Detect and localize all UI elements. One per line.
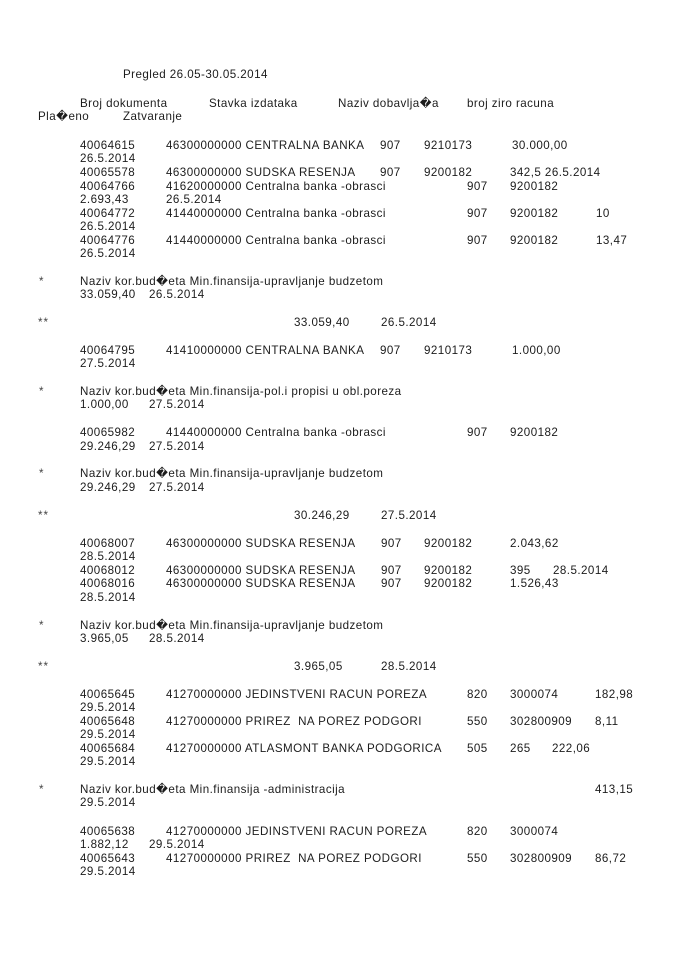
- report-line: [0, 852, 679, 866]
- subtotal-line: [0, 783, 679, 797]
- subtotal-marker: *: [39, 275, 45, 288]
- report-line: [0, 440, 679, 454]
- text-cell: Broj dokumenta: [80, 97, 168, 110]
- text-cell: 13,47: [596, 234, 628, 247]
- text-cell: Naziv kor.bud�eta Min.finansija-upravljanje budzetom: [80, 275, 384, 288]
- text-cell: 302800909: [510, 715, 573, 728]
- text-cell: 41270000000 ATLASMONT BANKA PODGORICA: [166, 742, 442, 755]
- text-cell: 86,72: [595, 852, 627, 865]
- subtotal-line: [0, 385, 679, 399]
- text-cell: 40065684: [80, 742, 136, 755]
- report-line: [0, 591, 679, 605]
- text-cell: 907: [380, 139, 401, 152]
- text-cell: 27.5.2014: [149, 440, 205, 453]
- report-line: [0, 288, 679, 302]
- text-cell: 2.043,62: [510, 537, 559, 550]
- text-cell: 27.5.2014: [149, 481, 205, 494]
- report-line: [0, 728, 679, 742]
- report-line: [0, 564, 679, 578]
- text-cell: 9200182: [424, 537, 473, 550]
- text-cell: 41410000000 CENTRALNA BANKA: [166, 344, 365, 357]
- text-cell: 505: [467, 742, 488, 755]
- text-cell: 40065578: [80, 166, 136, 179]
- text-cell: 907: [381, 564, 402, 577]
- text-cell: 26.5.2014: [166, 193, 222, 206]
- report-line: [0, 398, 679, 412]
- report-title: [0, 68, 679, 82]
- text-cell: Zatvaranje: [123, 110, 183, 123]
- text-cell: 46300000000 CENTRALNA BANKA: [166, 139, 365, 152]
- text-cell: 26.5.2014: [80, 152, 136, 165]
- text-cell: 820: [467, 688, 488, 701]
- text-cell: 28.5.2014: [381, 660, 437, 673]
- text-cell: 41440000000 Centralna banka -obrasci: [166, 234, 386, 247]
- text-cell: 40068016: [80, 577, 136, 590]
- text-cell: 9200182: [510, 426, 559, 439]
- text-cell: 30.246,29: [294, 509, 350, 522]
- text-cell: 3.965,05: [294, 660, 343, 673]
- report-line: [0, 207, 679, 221]
- text-cell: 9210173: [424, 344, 473, 357]
- daily-total-line: [0, 316, 679, 330]
- text-cell: 40064772: [80, 207, 136, 220]
- subtotal-marker: *: [39, 619, 45, 632]
- text-cell: 46300000000 SUDSKA RESENJA: [166, 564, 356, 577]
- report-line: [0, 550, 679, 564]
- report-line: [0, 357, 679, 371]
- text-cell: 33.059,40: [80, 288, 136, 301]
- text-cell: 41270000000 JEDINSTVENI RACUN POREZA: [166, 825, 428, 838]
- text-cell: 28.5.2014: [80, 591, 136, 604]
- report-line: [0, 247, 679, 261]
- report-line: [0, 166, 679, 180]
- text-cell: 29.5.2014: [80, 796, 136, 809]
- subtotal-marker: *: [39, 385, 45, 398]
- text-cell: 26.5.2014: [149, 288, 205, 301]
- report-line: [0, 193, 679, 207]
- text-cell: 29.5.2014: [80, 755, 136, 768]
- report-line: [0, 234, 679, 248]
- text-cell: 3000074: [510, 825, 559, 838]
- text-cell: 41440000000 Centralna banka -obrasci: [166, 207, 386, 220]
- text-cell: 28.5.2014: [149, 632, 205, 645]
- daily-total-line: [0, 509, 679, 523]
- text-cell: 9200182: [424, 564, 473, 577]
- text-cell: 46300000000 SUDSKA RESENJA: [166, 537, 356, 550]
- column-header-row: [0, 97, 679, 111]
- text-cell: Naziv kor.bud�eta Min.finansija -administracija: [80, 783, 346, 796]
- text-cell: 2.693,43: [80, 193, 129, 206]
- report-line: [0, 742, 679, 756]
- text-cell: 907: [467, 180, 488, 193]
- text-cell: 907: [467, 207, 488, 220]
- subtotal-line: [0, 467, 679, 481]
- report-line: [0, 537, 679, 551]
- text-cell: 40064795: [80, 344, 136, 357]
- text-cell: 265: [510, 742, 531, 755]
- text-cell: 9200182: [424, 166, 473, 179]
- subtotal-marker: **: [38, 509, 50, 522]
- text-cell: 40064766: [80, 180, 136, 193]
- text-cell: 907: [467, 426, 488, 439]
- text-cell: 1.882,12: [80, 838, 129, 851]
- text-cell: 550: [467, 715, 488, 728]
- text-cell: 40068012: [80, 564, 136, 577]
- text-cell: 40065643: [80, 852, 136, 865]
- text-cell: 907: [380, 166, 401, 179]
- text-cell: 222,06: [552, 742, 591, 755]
- report-line: [0, 701, 679, 715]
- report-line: [0, 152, 679, 166]
- text-cell: 29.246,29: [80, 481, 136, 494]
- text-cell: 9210173: [424, 139, 473, 152]
- text-cell: 26.5.2014: [381, 316, 437, 329]
- text-cell: 1.000,00: [512, 344, 561, 357]
- text-cell: 29.5.2014: [80, 865, 136, 878]
- text-cell: 1.526,43: [510, 577, 559, 590]
- column-header-row: [0, 110, 679, 124]
- text-cell: 9200182: [510, 234, 559, 247]
- text-cell: 27.5.2014: [149, 398, 205, 411]
- text-cell: 907: [467, 234, 488, 247]
- text-cell: 907: [380, 344, 401, 357]
- text-cell: 907: [381, 577, 402, 590]
- text-cell: 395: [510, 564, 531, 577]
- text-cell: 33.059,40: [294, 316, 350, 329]
- report-line: [0, 865, 679, 879]
- text-cell: 40064776: [80, 234, 136, 247]
- text-cell: 28.5.2014: [80, 550, 136, 563]
- text-cell: 10: [596, 207, 610, 220]
- text-cell: Naziv kor.bud�eta Min.finansija-upravljanje budzetom: [80, 619, 384, 632]
- subtotal-marker: *: [39, 783, 45, 796]
- text-cell: 40065638: [80, 825, 136, 838]
- text-cell: 46300000000 SUDSKA RESENJA: [166, 577, 356, 590]
- subtotal-marker: *: [39, 467, 45, 480]
- text-cell: 550: [467, 852, 488, 865]
- text-cell: 41270000000 PRIREZ NA POREZ PODGORI: [166, 852, 422, 865]
- report-line: [0, 577, 679, 591]
- text-cell: 30.000,00: [512, 139, 568, 152]
- subtotal-marker: **: [38, 660, 50, 673]
- report-line: [0, 426, 679, 440]
- text-cell: broj ziro racuna: [467, 97, 555, 110]
- text-cell: 41270000000 JEDINSTVENI RACUN POREZA: [166, 688, 428, 701]
- text-cell: 820: [467, 825, 488, 838]
- text-cell: 342,5 26.5.2014: [510, 166, 601, 179]
- report-line: [0, 796, 679, 810]
- text-cell: 8,11: [595, 715, 619, 728]
- text-cell: Naziv kor.bud�eta Min.finansija-pol.i propisi u obl.poreza: [80, 385, 402, 398]
- report-line: [0, 755, 679, 769]
- text-cell: 9200182: [510, 207, 559, 220]
- text-cell: 27.5.2014: [381, 509, 437, 522]
- text-cell: 40068007: [80, 537, 136, 550]
- text-cell: 26.5.2014: [80, 247, 136, 260]
- text-cell: 29.5.2014: [80, 701, 136, 714]
- subtotal-line: [0, 619, 679, 633]
- text-cell: 40065648: [80, 715, 136, 728]
- report-line: [0, 838, 679, 852]
- text-cell: Naziv dobavlja�a: [338, 97, 439, 110]
- text-cell: 413,15: [595, 783, 634, 796]
- text-cell: 9200182: [510, 180, 559, 193]
- text-cell: 182,98: [595, 688, 634, 701]
- text-cell: 41440000000 Centralna banka -obrasci: [166, 426, 386, 439]
- text-cell: Pla�eno: [38, 110, 90, 123]
- subtotal-marker: **: [38, 316, 50, 329]
- text-cell: 29.5.2014: [80, 728, 136, 741]
- report-line: [0, 715, 679, 729]
- text-cell: 40065645: [80, 688, 136, 701]
- text-cell: 41270000000 PRIREZ NA POREZ PODGORI: [166, 715, 422, 728]
- text-cell: Naziv kor.bud�eta Min.finansija-upravljanje budzetom: [80, 467, 384, 480]
- text-cell: 29.246,29: [80, 440, 136, 453]
- text-cell: Stavka izdataka: [209, 97, 298, 110]
- text-cell: 9200182: [424, 577, 473, 590]
- text-cell: 26.5.2014: [80, 220, 136, 233]
- text-cell: 3000074: [510, 688, 559, 701]
- report-line: [0, 825, 679, 839]
- text-cell: 302800909: [510, 852, 573, 865]
- report-line: [0, 180, 679, 194]
- text-cell: 28.5.2014: [553, 564, 609, 577]
- subtotal-line: [0, 275, 679, 289]
- text-cell: Pregled 26.05-30.05.2014: [123, 68, 268, 81]
- text-cell: 3.965,05: [80, 632, 129, 645]
- daily-total-line: [0, 660, 679, 674]
- text-cell: 40065982: [80, 426, 136, 439]
- text-cell: 27.5.2014: [80, 357, 136, 370]
- report-line: [0, 220, 679, 234]
- text-cell: 46300000000 SUDSKA RESENJA: [166, 166, 356, 179]
- report-line: [0, 688, 679, 702]
- report-line: [0, 139, 679, 153]
- text-cell: 41620000000 Centralna banka -obrasci: [166, 180, 386, 193]
- text-cell: 907: [381, 537, 402, 550]
- report-line: [0, 481, 679, 495]
- text-cell: 40064615: [80, 139, 136, 152]
- report-line: [0, 632, 679, 646]
- text-cell: 1.000,00: [80, 398, 129, 411]
- text-cell: 29.5.2014: [149, 838, 205, 851]
- report-line: [0, 344, 679, 358]
